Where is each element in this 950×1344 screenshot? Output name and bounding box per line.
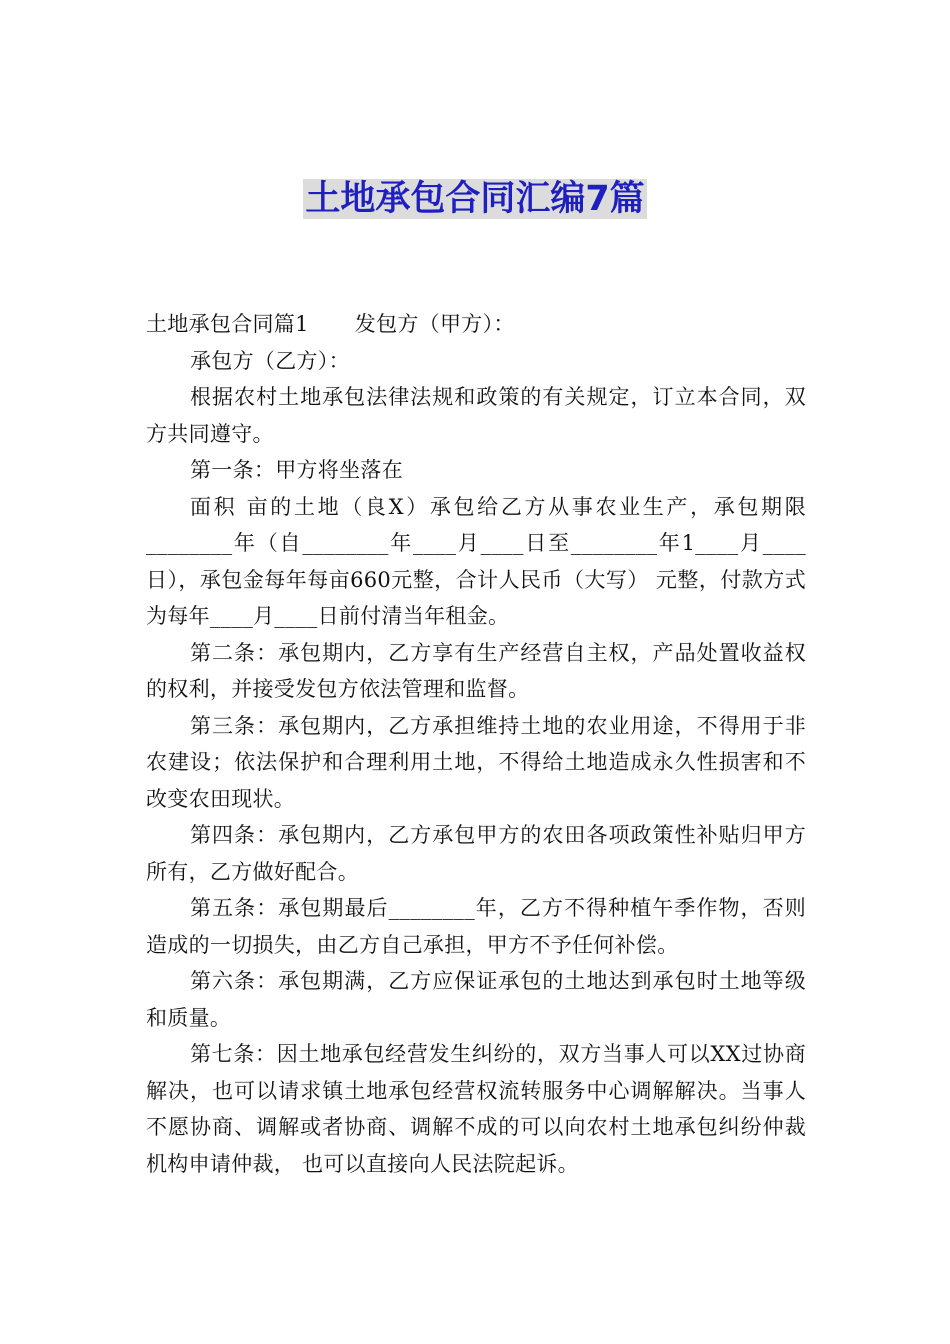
paragraph-article-4: 第四条：承包期内，乙方承包甲方的农田各项政策性补贴归甲方所有，乙方做好配合。 [146, 823, 806, 884]
document-body [146, 306, 806, 1182]
paragraph-article-1: 第一条：甲方将坐落在 [190, 458, 403, 482]
paragraph-article-3: 第三条：承包期内，乙方承担维持土地的农业用途，不得用于非农建设；依法保护和合理利用土地，不得给土地造成永久性损害和不改变农田现状。 [146, 713, 806, 811]
paragraph-article-1-terms: 面积 亩的土地（良X）承包给乙方从事农业生产，承包期限________年（自________年____月____日至________年1____月____日），承包金每年每亩660元整，合计人民币（大写） 元整，付款方式为每年____月____日前付清当年租金。 [146, 494, 807, 628]
paragraph-article-2: 第二条：承包期内，乙方享有生产经营自主权，产品处置收益权的权利，并接受发包方依法管理和监督。 [146, 640, 806, 701]
paragraph-article-5: 第五条：承包期最后________年，乙方不得种植午季作物，否则造成的一切损失，由乙方自己承担，甲方不予任何补偿。 [146, 896, 806, 957]
document-title-text: 土地承包合同汇编7篇 [305, 179, 645, 219]
document-title [0, 176, 950, 222]
opening-line [146, 306, 806, 343]
party-a-label: 发包方（甲方）： [354, 312, 515, 336]
paragraph-article-7: 第七条：因土地承包经营发生纠纷的，双方当事人可以XX过协商解决，也可以请求镇土地承包经营权流转服务中心调解解决。当事人不愿协商、调解或者协商、调解不成的可以向农村土地承包纠纷仲裁机构申请仲裁， 也可以直接向人民法院起诉。 [146, 1042, 806, 1176]
paragraph-article-6: 第六条：承包期满，乙方应保证承包的土地达到承包时土地等级和质量。 [146, 969, 806, 1030]
party-b-label: 承包方（乙方）： [190, 348, 350, 373]
section-heading: 土地承包合同篇1 [146, 312, 309, 336]
paragraph-preamble: 根据农村土地承包法律法规和政策的有关规定，订立本合同，双方共同遵守。 [146, 385, 806, 446]
